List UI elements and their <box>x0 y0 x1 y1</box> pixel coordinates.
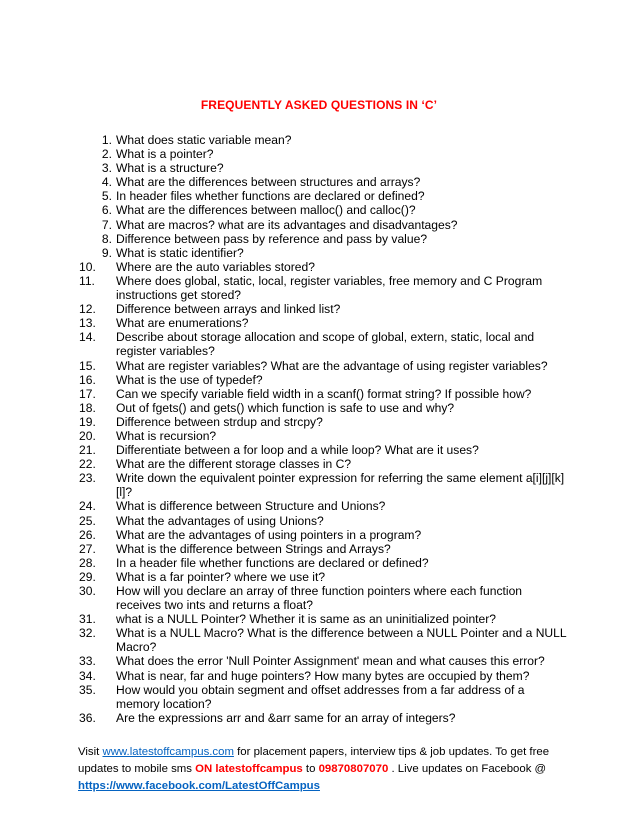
question-number: 28. <box>79 555 96 570</box>
question-number: 4. <box>101 175 112 190</box>
footer-to: to <box>302 763 319 775</box>
question-text: what is a NULL Pointer? Whether it is same as an uninitialized pointer? <box>116 612 497 627</box>
question-number: 11. <box>79 273 95 288</box>
question-item <box>79 161 569 175</box>
question-number: 15. <box>79 358 96 373</box>
question-text: What is the use of typedef? <box>116 372 263 387</box>
question-item <box>79 570 569 584</box>
question-text: What is a structure? <box>116 161 224 176</box>
question-text: In a header file whether functions are declared or defined? <box>116 555 429 570</box>
question-number: 22. <box>79 457 96 472</box>
question-item <box>79 711 569 725</box>
question-text: Difference between strdup and strcpy? <box>116 414 323 429</box>
question-number: 9. <box>101 245 112 260</box>
question-text: What are the advantages of using pointers in a program? <box>116 527 422 542</box>
question-text: How will you declare an array of three function pointers where each function receives two ints and returns a float? <box>116 584 523 613</box>
question-text: What is static identifier? <box>116 245 244 260</box>
question-item <box>79 429 569 443</box>
question-text: What is near, far and huge pointers? How many bytes are occupied by them? <box>116 668 530 683</box>
question-text: Where are the auto variables stored? <box>116 259 315 274</box>
question-number: 31. <box>79 612 96 627</box>
site-link[interactable]: www.latestoffcampus.com <box>102 746 234 758</box>
question-text: What the advantages of using Unions? <box>116 513 324 528</box>
footer-prefix: Visit <box>78 746 103 758</box>
question-item <box>79 471 569 499</box>
question-item <box>79 260 569 274</box>
question-text: Where does global, static, local, register variables, free memory and C Program instructions get stored? <box>116 273 543 303</box>
question-item <box>79 203 569 217</box>
question-number: 2. <box>101 147 112 162</box>
question-item <box>79 387 569 401</box>
question-number: 35. <box>79 682 96 697</box>
facebook-link[interactable]: https://www.facebook.com/LatestOffCampus <box>78 780 320 792</box>
question-number: 21. <box>79 443 96 458</box>
question-text: What are enumerations? <box>116 316 249 331</box>
question-number: 19. <box>79 414 96 429</box>
question-item <box>79 669 569 683</box>
question-number: 1. <box>101 133 112 147</box>
question-item <box>79 232 569 246</box>
footer-after-phone: . Live updates on Facebook @ <box>388 763 547 775</box>
question-item <box>79 189 569 203</box>
question-item <box>79 612 569 626</box>
question-number: 32. <box>79 626 96 641</box>
question-item <box>79 401 569 415</box>
sms-keyword: ON latestoffcampus <box>195 763 303 775</box>
question-item <box>79 175 569 189</box>
question-text: What are the differences between malloc() and calloc()? <box>116 203 416 218</box>
question-item <box>79 683 569 711</box>
question-item <box>79 542 569 556</box>
question-item <box>79 218 569 232</box>
question-number: 5. <box>101 189 112 204</box>
question-text: In header files whether functions are declared or defined? <box>116 189 425 204</box>
question-item <box>79 246 569 260</box>
question-item <box>79 584 569 612</box>
question-item <box>79 359 569 373</box>
question-number: 34. <box>79 668 96 683</box>
question-item <box>79 373 569 387</box>
question-item <box>79 528 569 542</box>
question-text: What is a pointer? <box>116 147 214 162</box>
question-item <box>79 133 569 147</box>
question-text: Describe about storage allocation and scope of global, extern, static, local and register variables? <box>116 330 535 359</box>
question-item <box>79 316 569 330</box>
question-item <box>79 556 569 570</box>
question-item <box>79 330 569 358</box>
question-text: Can we specify variable field width in a scanf() format string? If possible how? <box>116 386 532 401</box>
question-number: 27. <box>79 541 96 556</box>
footer <box>78 744 578 795</box>
question-text: What is difference between Structure and Unions? <box>116 499 386 514</box>
phone-number: 09870807070 <box>318 763 389 775</box>
question-item <box>79 274 569 302</box>
question-number: 33. <box>79 654 96 669</box>
question-text: What are the different storage classes in C? <box>116 457 352 472</box>
footer-middle: for placement papers, interview tips & job updates. To get free updates to mobile sms <box>78 746 550 775</box>
question-number: 14. <box>79 330 96 345</box>
question-number: 13. <box>79 316 96 331</box>
question-number: 8. <box>101 231 112 246</box>
question-list <box>79 133 569 725</box>
question-text: What are register variables? What are the advantage of using register variables? <box>116 358 548 373</box>
question-item <box>79 415 569 429</box>
question-number: 17. <box>79 386 96 401</box>
question-number: 18. <box>79 400 96 415</box>
question-number: 16. <box>79 372 96 387</box>
question-text: Are the expressions arr and &arr same for an array of integers? <box>116 710 456 725</box>
question-number: 7. <box>101 217 112 232</box>
question-item <box>79 302 569 316</box>
question-text: What are the differences between structures and arrays? <box>116 175 421 190</box>
question-number: 12. <box>79 302 96 317</box>
question-number: 25. <box>79 513 96 528</box>
page-title: FREQUENTLY ASKED QUESTIONS IN ‘C’ <box>200 98 438 112</box>
question-number: 26. <box>79 527 96 542</box>
question-number: 10. <box>79 259 96 274</box>
question-text: What does the error 'Null Pointer Assignment' mean and what causes this error? <box>116 654 545 669</box>
question-number: 20. <box>79 428 96 443</box>
question-number: 29. <box>79 569 96 584</box>
question-item <box>79 514 569 528</box>
question-text: What is the difference between Strings and Arrays? <box>116 541 391 556</box>
question-text: Write down the equivalent pointer expression for referring the same element a[i][j][k][l]? <box>116 471 565 500</box>
question-number: 24. <box>79 499 96 514</box>
question-text: Out of fgets() and gets() which function is safe to use and why? <box>116 400 455 415</box>
question-number: 3. <box>101 161 112 176</box>
question-item <box>79 457 569 471</box>
question-number: 36. <box>79 710 96 725</box>
question-text: What is a far pointer? where we use it? <box>116 569 326 584</box>
question-number: 30. <box>79 584 96 598</box>
question-text: Difference between arrays and linked list? <box>116 302 341 317</box>
question-text: Difference between pass by reference and pass by value? <box>116 231 428 246</box>
question-text: What does static variable mean? <box>116 133 292 147</box>
question-item <box>79 443 569 457</box>
question-text: What is recursion? <box>116 428 217 443</box>
question-text: What are macros? what are its advantages and disadvantages? <box>116 217 458 232</box>
question-number: 6. <box>101 203 112 218</box>
question-text: What is a NULL Macro? What is the difference between a NULL Pointer and a NULL Macro? <box>116 626 567 655</box>
question-text: How would you obtain segment and offset addresses from a far address of a memory location? <box>116 682 525 711</box>
question-text: Differentiate between a for loop and a while loop? What are it uses? <box>116 443 479 458</box>
question-item <box>79 147 569 161</box>
question-item <box>79 654 569 668</box>
question-number: 23. <box>79 471 96 486</box>
question-item <box>79 626 569 654</box>
question-item <box>79 499 569 513</box>
